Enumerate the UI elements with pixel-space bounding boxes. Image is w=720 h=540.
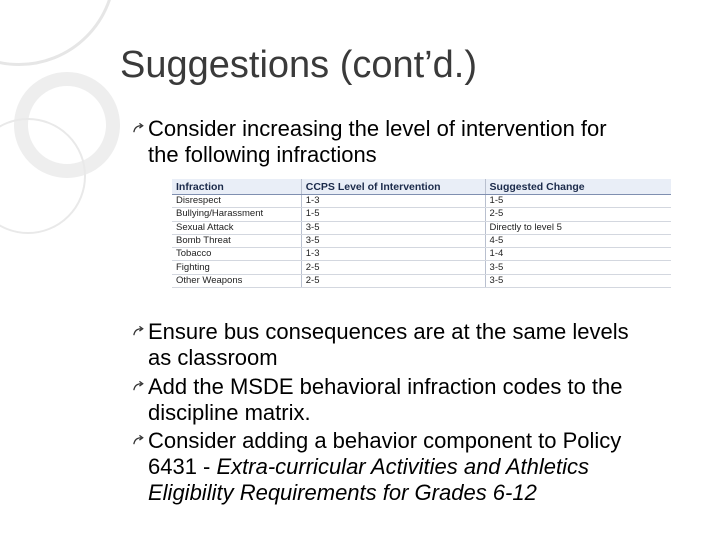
bullet-lead: Consider adding a behavior component to Policy	[148, 428, 622, 453]
bullet-continuation: the following infractions	[148, 142, 377, 167]
cell-ccps-level: 3-5	[301, 234, 485, 247]
intervention-table	[172, 179, 671, 288]
cell-ccps-level: 1-3	[301, 248, 485, 261]
cell-infraction: Other Weapons	[172, 274, 301, 287]
column-header-suggested-change: Suggested Change	[485, 179, 671, 195]
table-row	[172, 221, 671, 234]
cell-ccps-level: 2-5	[301, 261, 485, 274]
bullet-consider-increasing	[132, 116, 697, 168]
column-header-ccps-level: CCPS Level of Intervention	[301, 179, 485, 195]
table-row	[172, 261, 671, 274]
bullet-continuation: discipline matrix.	[148, 400, 311, 425]
cell-suggested-change: 3-5	[485, 261, 671, 274]
bullet-text	[132, 319, 697, 371]
table-row	[172, 248, 671, 261]
bullet-lead: Consider increasing the level of intervention for	[148, 116, 607, 141]
cell-infraction: Fighting	[172, 261, 301, 274]
bullet-text	[132, 116, 697, 168]
bullet-text	[132, 428, 697, 506]
decorative-circle-large	[0, 0, 116, 66]
column-header-infraction: Infraction	[172, 179, 301, 195]
bullet-lead: Add the MSDE behavioral infraction codes to the	[148, 374, 623, 399]
curved-arrow-bullet-icon	[132, 122, 145, 135]
cell-infraction: Bullying/Harassment	[172, 208, 301, 221]
table-row	[172, 195, 671, 208]
curved-arrow-bullet-icon	[132, 434, 145, 447]
policy-number: 6431 -	[148, 454, 217, 479]
cell-ccps-level: 1-3	[301, 195, 485, 208]
slide-title: Suggestions (cont’d.)	[120, 44, 477, 86]
cell-suggested-change: 2-5	[485, 208, 671, 221]
bullet-continuation: as classroom	[148, 345, 278, 370]
table-row	[172, 208, 671, 221]
bullet-text	[132, 374, 697, 426]
policy-title-line1: Extra-curricular Activities and Athletics	[216, 454, 589, 479]
cell-suggested-change: 1-5	[485, 195, 671, 208]
decorative-circle-small	[0, 118, 86, 234]
policy-title-line2: Eligibility Requirements for Grades 6-12	[148, 480, 537, 505]
cell-suggested-change: 1-4	[485, 248, 671, 261]
decorative-ring-thick	[14, 72, 120, 178]
bullet-bus-consequences	[132, 319, 697, 371]
cell-infraction: Bomb Threat	[172, 234, 301, 247]
cell-infraction: Tobacco	[172, 248, 301, 261]
curved-arrow-bullet-icon	[132, 380, 145, 393]
cell-ccps-level: 2-5	[301, 274, 485, 287]
cell-ccps-level: 1-5	[301, 208, 485, 221]
cell-suggested-change: 3-5	[485, 274, 671, 287]
cell-infraction: Sexual Attack	[172, 221, 301, 234]
bullet-msde-codes	[132, 374, 697, 426]
cell-infraction: Disrespect	[172, 195, 301, 208]
cell-ccps-level: 3-5	[301, 221, 485, 234]
curved-arrow-bullet-icon	[132, 325, 145, 338]
cell-suggested-change: 4-5	[485, 234, 671, 247]
bullet-lead: Ensure bus consequences are at the same levels	[148, 319, 629, 344]
cell-suggested-change: Directly to level 5	[485, 221, 671, 234]
table-row	[172, 234, 671, 247]
table-row	[172, 274, 671, 287]
bullet-policy-6431	[132, 428, 697, 506]
table-header-row	[172, 179, 671, 195]
